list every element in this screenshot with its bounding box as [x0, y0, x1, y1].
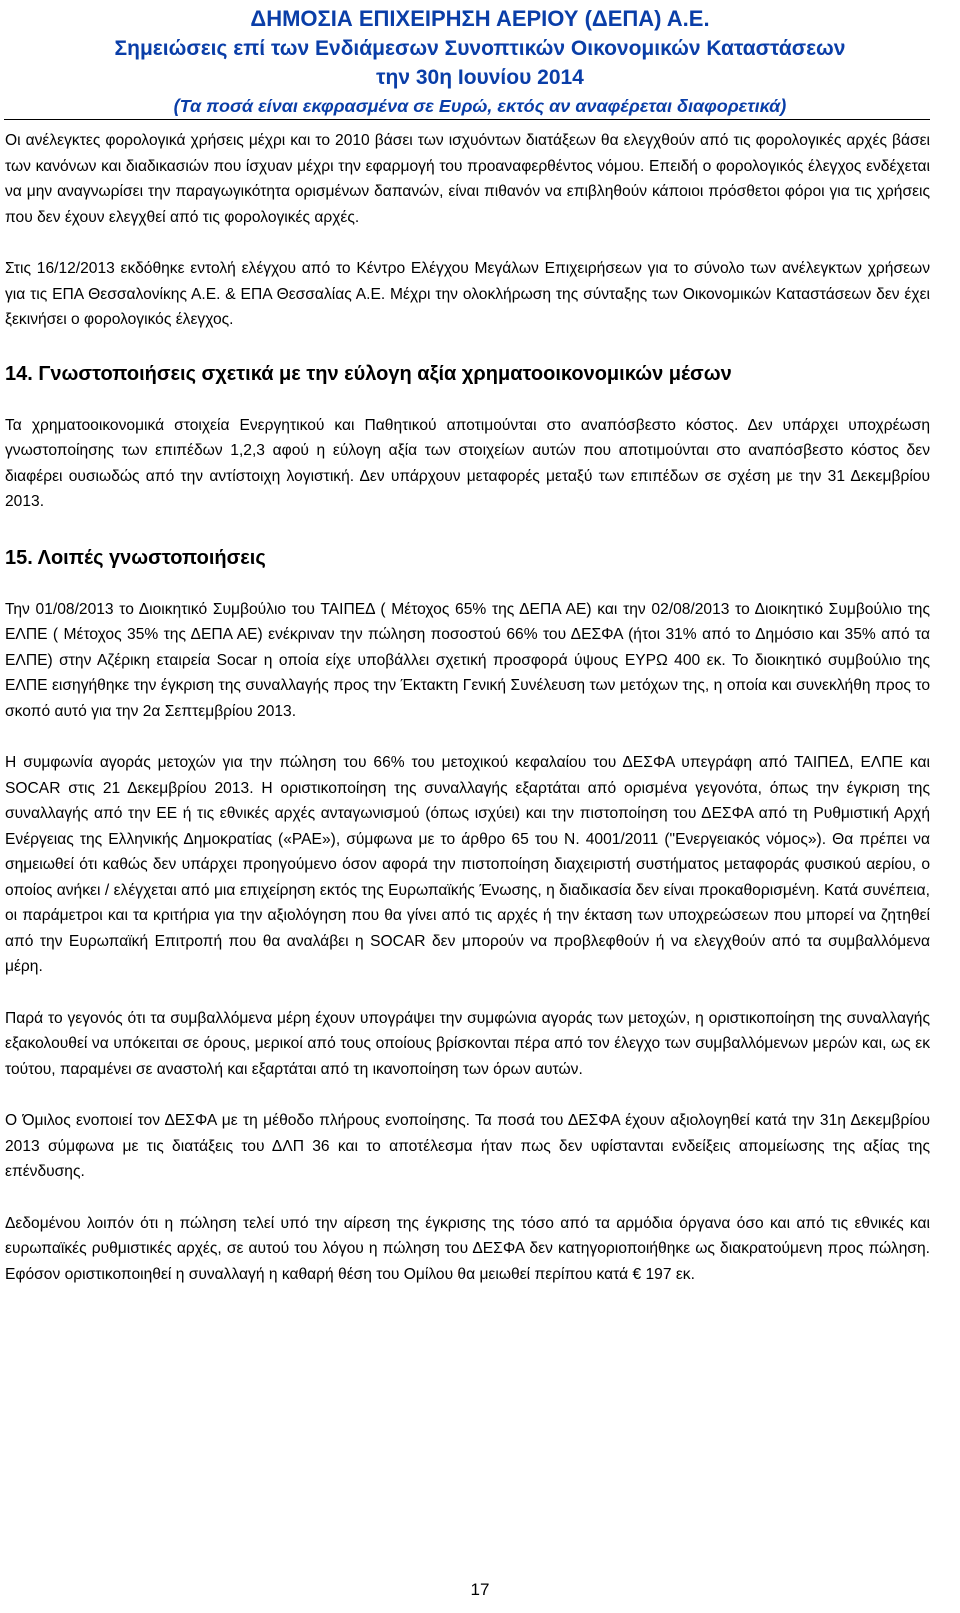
company-name: ΔΗΜΟΣΙΑ ΕΠΙΧΕΙΡΗΣΗ ΑΕΡΙΟΥ (ΔΕΠΑ) Α.Ε.: [250, 6, 710, 31]
paragraph-desfa-sale-approval: Την 01/08/2013 το Διοικητικό Συμβούλιο του ΤΑΙΠΕΔ ( Μέτοχος 65% της ΔΕΠΑ ΑΕ) και την 02/08/2013 το Διοικητικό Συμβούλιο της ΕΛΠΕ ( Μέτοχος 35% της ΔΕΠΑ ΑΕ) ενέκριναν την πώληση ποσοστού 66% του ΔΕΣΦΑ (ήτοι 31% από το Δημόσιο και 35% από τα ΕΛΠΕ) στην Αζέρικη εταιρεία Socar η οποία είχε υποβάλλει σχετική προσφορά ύψους ΕΥΡΩ 400 εκ. Το διοικητικό συμβούλιο της ΕΛΠΕ εισηγήθηκε την έγκριση της συναλλαγής προς την Έκτακτη Γενική Συνέλευση των μετόχων της, η οποία και συνεκλήθη προς το σκοπό αυτό για την 2α Σεπτεμβρίου 2013.: [5, 600, 930, 720]
header-divider: [4, 119, 930, 120]
page-number: 17: [470, 1580, 490, 1599]
paragraph-conditions: Παρά το γεγονός ότι τα συμβαλλόμενα μέρη έχουν υπογράψει την συμφώνια αγοράς των μετοχών, η οριστικοποίηση της συναλλαγής εξακολουθεί να υπόκειται σε όρους, μερικοί από τους οποίους βρίσκονται πέρα από τον έλεγχο των συμβαλλόμενων μερών και, ως εκ τούτου, παραμένει σε αναστολή και εξαρτάται από τη ικανοποίηση των όρων αυτών.: [5, 1009, 930, 1078]
document-body: [5, 128, 930, 1287]
page-header: [0, 0, 960, 120]
paragraph-tax-audits: Οι ανέλεγκτες φορολογικά χρήσεις μέχρι και το 2010 βάσει των ισχυόντων διατάξεων θα ελεγχθούν από τις φορολογικές αρχές βάσει των κανόνων και διαδικασιών που ίσχυαν μέχρι την εφαρμογή του προαναφερθέντος νόμου. Επειδή ο φορολογικός έλεγχος ενδέχεται να μην αναγνωρίσει την παραγωγικότητα ορισμένων δαπανών, είναι πιθανόν να επιβληθούν κάποιοι πρόσθετοι φόροι για τις χρήσεις που δεν έχουν ελεγχθεί από τις φορολογικές αρχές.: [5, 132, 930, 226]
paragraph-share-purchase-agreement: Η συμφωνία αγοράς μετοχών για την πώληση του 66% του μετοχικού κεφαλαίου του ΔΕΣΦΑ υπεγράφη από ΤΑΙΠΕΔ, ΕΛΠΕ και SOCAR στις 21 Δεκεμβρίου 2013. Η οριστικοποίηση της συναλλαγής εξαρτάται από ορισμένα γεγονότα, όπως την έγκριση της συναλλαγής από την ΕΕ ή τις εθνικές αρχές ανταγωνισμού (όπως ισχύει) και την πιστοποίηση του ΔΕΣΦΑ από τη Ρυθμιστική Αρχή Ενέργειας της Ελληνικής Δημοκρατίας («ΡΑΕ»), σύμφωνα με το άρθρο 65 του Ν. 4001/2011 ("Ενεργειακός νόμος»). Θα πρέπει να σημειωθεί ότι καθώς δεν υπάρχει προηγούμενο όσον αφορά την πιστοποίηση διαχειριστή συστήματος μεταφοράς φυσικού αερίου, ο οποίος ανήκει / ελέγχεται από μια επιχείρηση εκτός της Ευρωπαϊκής Ένωσης, η διαδικασία δεν είναι προκαθορισμένη. Κατά συνέπεια, οι παράμετροι και τα κριτήρια για την αξιολόγηση που θα γίνει από τις αρχές ή την έκταση των υποχρεώσεων που μπορεί να ζητηθεί από την Ευρωπαϊκή Επιτροπή που θα αναλάβει η SOCAR δεν μπορούν να προβλεφθούν ή να ελεγχθούν από τα συμβαλλόμενα μέρη.: [5, 754, 930, 975]
paragraph-fair-value: Τα χρηματοοικονομικά στοιχεία Ενεργητικού και Παθητικού αποτιμούνται στο αναπόσβεστο κόστος. Δεν υπάρχει υποχρέωση γνωστοποίησης των επιπέδων 1,2,3 αφού η εύλογη αξία των στοιχείων αυτών που αποτιμούνται στο αναπόσβεστο κόστος δεν διαφέρει ουσιωδώς από την αντίστοιχη λογιστική. Δεν υπάρχουν μεταφορές μεταξύ των επιπέδων σε σχέση με την 31 Δεκεμβρίου 2013.: [5, 416, 930, 510]
paragraph-consolidation: Ο Όμιλος ενοποιεί τον ΔΕΣΦΑ με τη μέθοδο πλήρους ενοποίησης. Τα ποσά του ΔΕΣΦΑ έχουν αξιολογηθεί κατά την 31η Δεκεμβρίου 2013 σύμφωνα με τις διατάξεις του ΔΛΠ 36 και το αποτέλεσμα ήταν πως δεν υφίστανται ενδείξεις απομείωσης της αξίας της επένδυσης.: [5, 1112, 930, 1180]
section-heading-15: 15. Λοιπές γνωστοποιήσεις: [5, 546, 266, 569]
section-heading-14: 14. Γνωστοποιήσεις σχετικά με την εύλογη αξία χρηματοοικονομικών μέσων: [5, 362, 732, 385]
currency-note: (Τα ποσά είναι εκφρασμένα σε Ευρώ, εκτός αν αναφέρεται διαφορετικά): [173, 96, 787, 116]
report-date: την 30η Ιουνίου 2014: [376, 66, 584, 89]
paragraph-audit-order: Στις 16/12/2013 εκδόθηκε εντολή ελέγχου από το Κέντρο Ελέγχου Μεγάλων Επιχειρήσεων για το σύνολο των ανέλεγκτων χρήσεων για τις ΕΠΑ Θεσσαλονίκης Α.Ε. & ΕΠΑ Θεσσαλίας Α.Ε. Μέχρι την ολοκλήρωση της σύνταξης των Οικονομικών Καταστάσεων δεν έχει ξεκινήσει ο φορολογικός έλεγχος.: [5, 260, 930, 328]
document-title: Σημειώσεις επί των Ενδιάμεσων Συνοπτικών Οικονομικών Καταστάσεων: [114, 37, 846, 60]
paragraph-classification: Δεδομένου λοιπόν ότι η πώληση τελεί υπό την αίρεση της έγκρισης της τόσο από τα αρμόδια όργανα όσο και από τις εθνικές και ευρωπαϊκές ρυθμιστικές αρχές, σε αυτού του λόγου η πώληση του ΔΕΣΦΑ δεν κατηγοριοποιήθηκε ως διακρατούμενη προς πώληση. Εφόσον οριστικοποιηθεί η συναλλαγή η καθαρή θέση του Ομίλου θα μειωθεί περίπου κατά € 197 εκ.: [5, 1214, 930, 1283]
